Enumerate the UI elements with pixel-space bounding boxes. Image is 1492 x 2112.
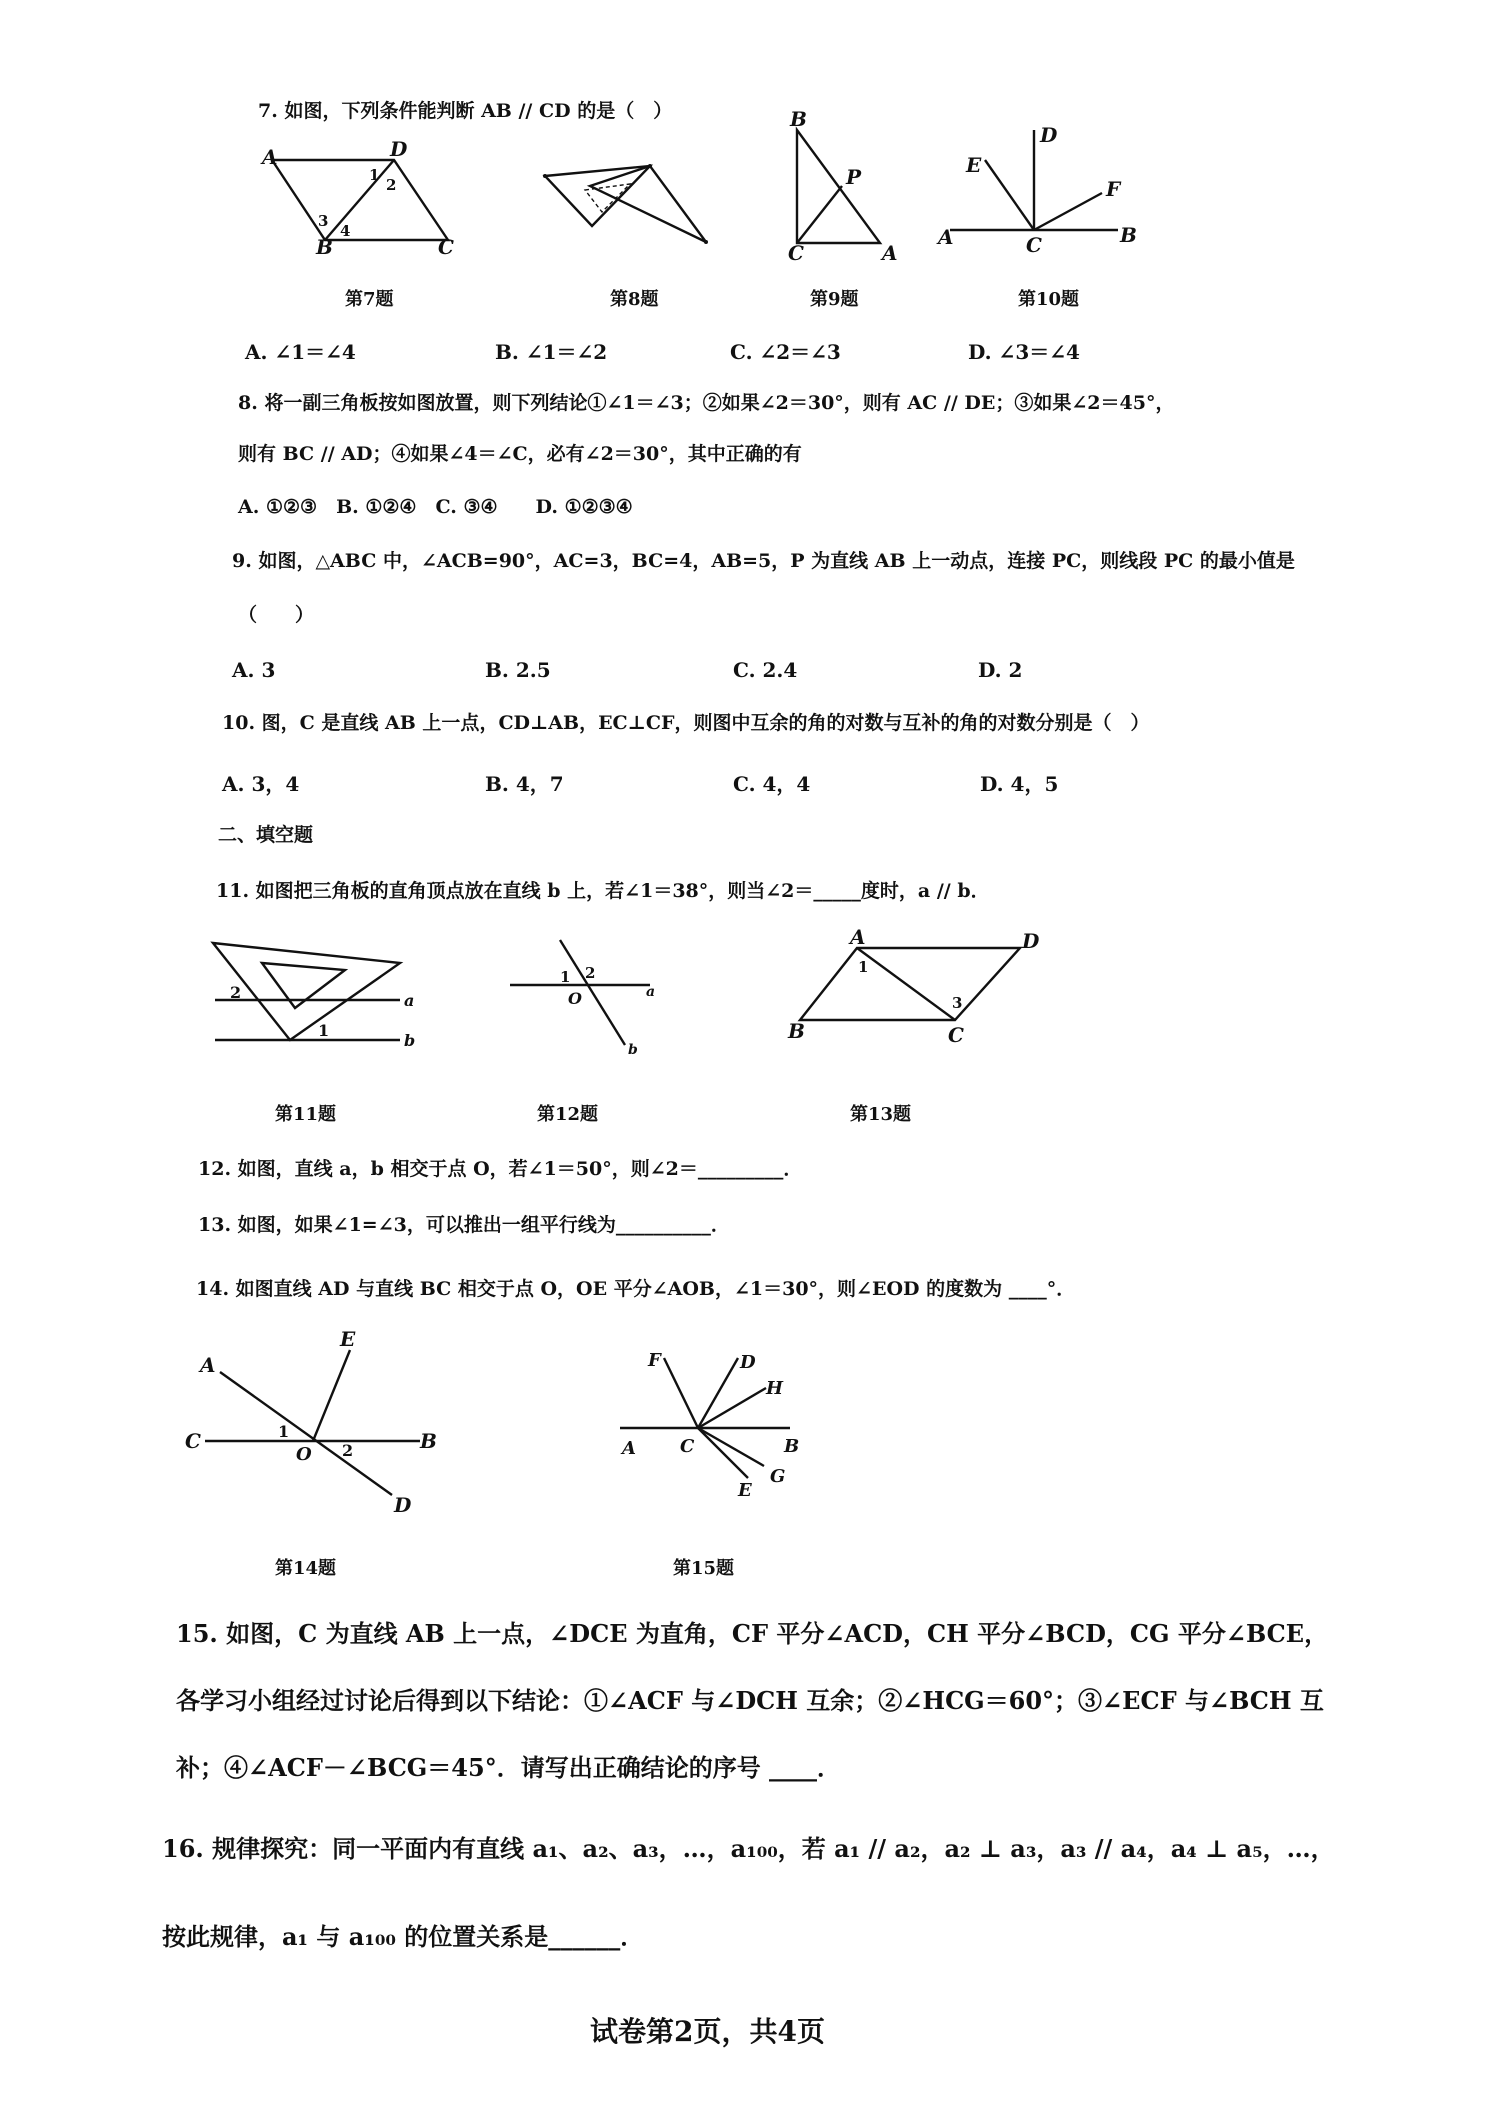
caption-fig8: 第8题 [610, 289, 659, 310]
caption-fig15: 第15题 [673, 1558, 735, 1579]
fig15-ray-CF [664, 1358, 698, 1428]
q15-line1: 15. 如图，C 为直线 AB 上一点，∠DCE 为直角，CF 平分∠ACD，CH 平分∠BCD，CG 平分∠BCE， [176, 1619, 1329, 1648]
q8-options: A. ①②③ B. ①②④ C. ③④ D. ①②③④ [238, 496, 633, 518]
q9-option-a: A. 3 [232, 658, 276, 682]
fig15-label-E: E [738, 1480, 752, 1501]
q7-option-b: B. ∠1＝∠2 [495, 340, 608, 364]
fig12-label-1: 1 [560, 968, 571, 986]
fig7-label-B: B [316, 235, 333, 259]
caption-fig7: 第7题 [345, 289, 394, 310]
fig7-label-D: D [390, 137, 408, 161]
caption-fig13: 第13题 [850, 1104, 912, 1125]
fig11-label-1: 1 [318, 1021, 330, 1040]
caption-fig10: 第10题 [1018, 289, 1080, 310]
caption-fig14: 第14题 [275, 1558, 337, 1579]
q7-stem: 7. 如图，下列条件能判断 AB // CD 的是（ ） [258, 100, 673, 122]
q7-option-a: A. ∠1＝∠4 [245, 340, 356, 364]
q8-line2: 则有 BC // AD；④如果∠4＝∠C，必有∠2＝30°，其中正确的有 [238, 443, 802, 465]
q11-stem: 11. 如图把三角板的直角顶点放在直线 b 上，若∠1＝38°，则当∠2＝_____度时，a // b． [216, 880, 990, 902]
q10-stem: 10. 图，C 是直线 AB 上一点，CD⊥AB，EC⊥CF，则图中互余的角的对数与互补的角的对数分别是（ ） [222, 712, 1150, 734]
q10-option-a: A. 3，4 [222, 772, 300, 796]
fig13-label-C: C [948, 1023, 964, 1047]
fig7-label-3: 3 [318, 212, 329, 230]
fig10-label-F: F [1106, 177, 1121, 201]
q15-line3: 补；④∠ACF－∠BCG＝45°．请写出正确结论的序号 ____． [176, 1753, 842, 1782]
fig12-label-a: a [646, 984, 656, 1000]
fig13-label-D: D [1022, 929, 1040, 953]
fig14-label-2: 2 [342, 1441, 354, 1460]
fig15-label-F: F [648, 1350, 661, 1371]
q7-option-c: C. ∠2＝∠3 [730, 340, 841, 364]
fig15-label-C: C [680, 1436, 695, 1457]
q9-line1: 9. 如图，△ABC 中，∠ACB=90°，AC=3，BC=4，AB=5，P 为直线 AB 上一动点，连接 PC，则线段 PC 的最小值是 [232, 550, 1295, 572]
fig7-label-A: A [262, 145, 278, 169]
fig9-label-A: A [882, 241, 898, 265]
q10-option-b: B. 4，7 [485, 772, 564, 796]
fig15-label-H: H [766, 1378, 784, 1399]
caption-fig11: 第11题 [275, 1104, 337, 1125]
fig10-label-E: E [966, 153, 982, 177]
q10-option-c: C. 4，4 [733, 772, 811, 796]
fig15-label-A: A [622, 1438, 636, 1459]
fig14-label-D: D [394, 1493, 412, 1517]
fig12-label-2: 2 [585, 964, 596, 982]
fig15-label-D: D [740, 1352, 756, 1373]
q12-stem: 12. 如图，直线 a，b 相交于点 O，若∠1＝50°，则∠2＝_________． [198, 1158, 803, 1180]
fig10-label-D: D [1040, 123, 1058, 147]
q9-line2: （ ） [238, 604, 315, 626]
fig13-label-1: 1 [858, 958, 869, 976]
fig10-label-C: C [1026, 233, 1042, 257]
fig7-label-1: 1 [369, 166, 380, 184]
fig7-label-2: 2 [386, 176, 397, 194]
fig10-label-A: A [938, 225, 954, 249]
fig14-label-A: A [200, 1353, 216, 1377]
caption-fig9: 第9题 [810, 289, 859, 310]
fig9-label-P: P [846, 165, 862, 189]
caption-fig12: 第12题 [537, 1104, 599, 1125]
q13-stem: 13. 如图，如果∠1=∠3，可以推出一组平行线为__________． [198, 1214, 730, 1236]
q10-option-d: D. 4，5 [980, 772, 1059, 796]
fig14-label-C: C [185, 1429, 201, 1453]
q15-line2: 各学习小组经过讨论后得到以下结论：①∠ACF 与∠DCH 互余；②∠HCG＝60°；③∠ECF 与∠BCH 互 [176, 1686, 1324, 1715]
q9-option-b: B. 2.5 [485, 658, 551, 682]
q9-option-d: D. 2 [978, 658, 1023, 682]
fig14-label-E: E [340, 1327, 356, 1351]
section-fill-in-title: 二、填空题 [218, 824, 314, 846]
q14-stem: 14. 如图直线 AD 与直线 BC 相交于点 O，OE 平分∠AOB，∠1＝30°，则∠EOD 的度数为 ____°． [196, 1278, 1076, 1300]
q16-line1: 16. 规律探究：同一平面内有直线 a₁、a₂、a₃，…，a₁₀₀，若 a₁ // a₂，a₂ ⊥ a₃，a₃ // a₄，a₄ ⊥ a₅，…， [162, 1834, 1335, 1863]
fig7-label-C: C [438, 235, 454, 259]
fig9-label-C: C [788, 241, 804, 265]
fig12-label-O: O [568, 989, 582, 1008]
fig14-label-B: B [420, 1429, 437, 1453]
fig9-label-B: B [790, 107, 807, 131]
fig14-label-1: 1 [278, 1422, 290, 1441]
fig7-label-4: 4 [340, 222, 351, 240]
fig14-label-O: O [296, 1444, 312, 1465]
q9-option-c: C. 2.4 [733, 658, 798, 682]
fig13-label-A: A [850, 925, 866, 949]
fig11-label-2: 2 [230, 983, 242, 1002]
fig15-label-G: G [770, 1466, 786, 1487]
fig11-label-a: a [404, 991, 415, 1010]
q16-line2: 按此规律，a₁ 与 a₁₀₀ 的位置关系是______． [162, 1922, 645, 1951]
fig12-label-b: b [628, 1042, 638, 1058]
q7-option-d: D. ∠3＝∠4 [968, 340, 1080, 364]
fig13-label-3: 3 [952, 994, 963, 1012]
page-footer: 试卷第2页，共4页 [590, 2015, 825, 2048]
fig10-label-B: B [1120, 223, 1137, 247]
q8-line1: 8. 将一副三角板按如图放置，则下列结论①∠1＝∠3；②如果∠2＝30°，则有 AC // DE；③如果∠2＝45°， [238, 392, 1175, 414]
fig11-label-b: b [404, 1031, 416, 1050]
fig15-label-B: B [784, 1436, 800, 1457]
fig13-label-B: B [788, 1019, 805, 1043]
